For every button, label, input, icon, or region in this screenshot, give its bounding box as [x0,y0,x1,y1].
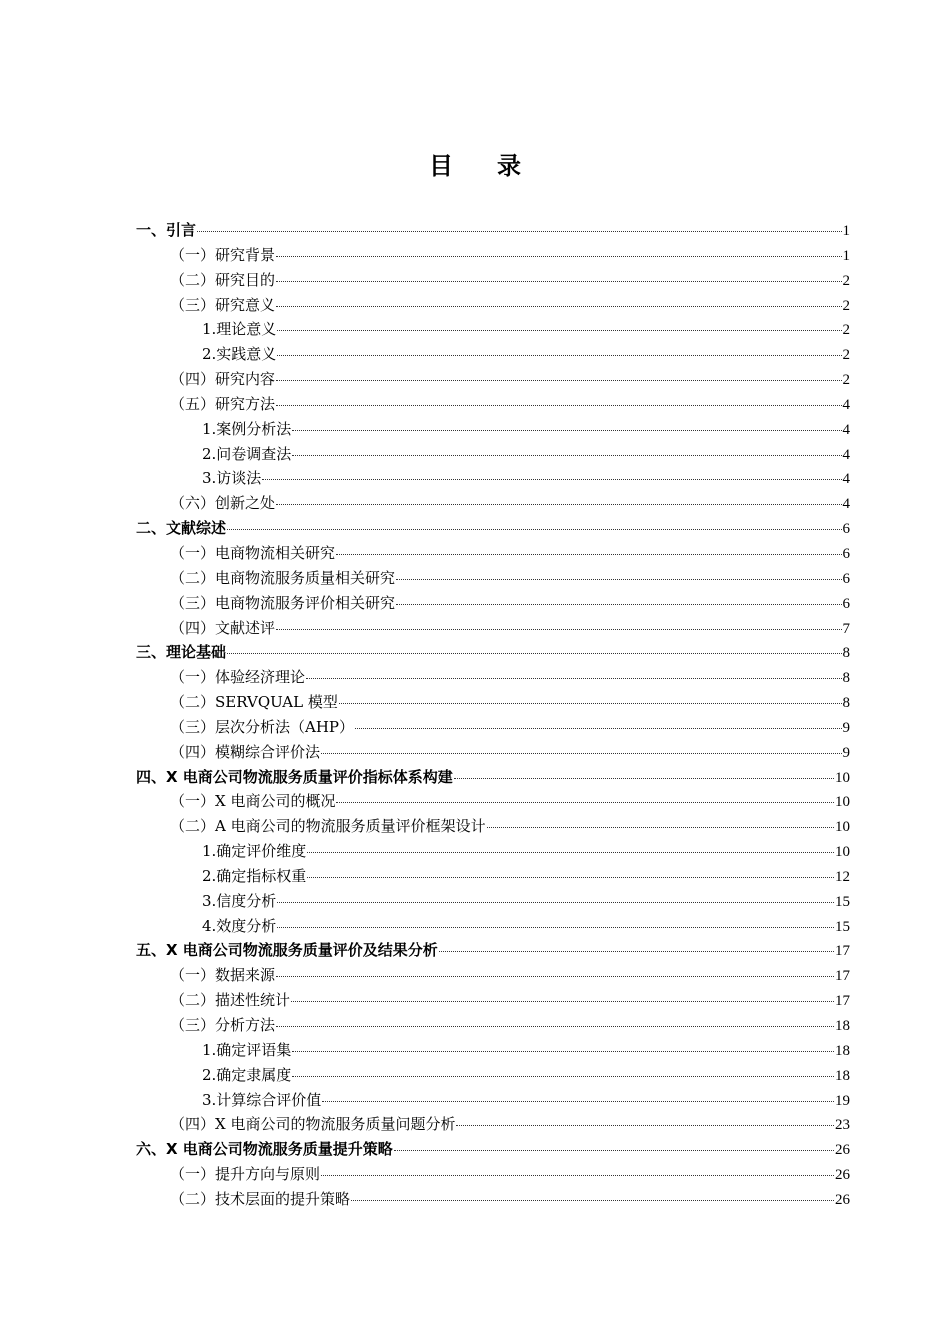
toc-page-number: 15 [835,918,850,935]
toc-chapter-entry[interactable] [136,516,850,541]
toc-entry-label: （二）技术层面的提升策略 [170,1189,351,1208]
toc-page-number: 2 [842,347,850,364]
toc-section-entry[interactable] [136,491,850,516]
toc-section-entry[interactable] [136,1187,850,1212]
toc-entry-label: 二、文献综述 [136,519,227,538]
toc-page-number: 2 [842,372,850,389]
dot-leader [277,902,834,903]
toc-page-number: 8 [842,645,850,662]
dot-leader [292,430,841,431]
toc-page-number: 23 [835,1117,850,1134]
dot-leader [394,1150,834,1151]
toc-entry-label: （三）层次分析法（AHP） [170,717,355,736]
toc-subsection-entry[interactable] [136,442,850,467]
dot-leader [276,405,841,406]
toc-entry-label: （二）A 电商公司的物流服务质量评价框架设计 [170,817,486,836]
toc-section-entry[interactable] [136,1013,850,1038]
toc-section-entry[interactable] [136,392,850,417]
toc-subsection-entry[interactable] [136,864,850,889]
dot-leader [439,951,834,952]
dot-leader [227,529,841,530]
toc-section-entry[interactable] [136,988,850,1013]
toc-entry-label: 五、X 电商公司物流服务质量评价及结果分析 [136,941,438,960]
dot-leader [454,778,834,779]
dot-leader [276,380,841,381]
dot-leader [396,579,841,580]
dot-leader [291,1001,834,1002]
dot-leader [396,604,841,605]
toc-subsection-entry[interactable] [136,839,850,864]
toc-section-entry[interactable] [136,591,850,616]
toc-entry-label: （二）电商物流服务质量相关研究 [170,568,396,587]
toc-entry-label: 2.确定隶属度 [202,1065,292,1084]
toc-entry-label: 1.理论意义 [202,320,277,339]
toc-page-number: 4 [842,421,850,438]
toc-subsection-entry[interactable] [136,466,850,491]
toc-chapter-entry[interactable] [136,938,850,963]
toc-page-number: 12 [835,868,850,885]
toc-entry-label: （六）创新之处 [170,494,276,513]
dot-leader [339,703,842,704]
toc-section-entry[interactable] [136,243,850,268]
dot-leader [276,281,841,282]
dot-leader [336,802,834,803]
toc-chapter-entry[interactable] [136,765,850,790]
dot-leader [456,1125,834,1126]
toc-page-number: 2 [842,297,850,314]
dot-leader [276,306,841,307]
toc-entry-label: （一）研究背景 [170,245,276,264]
dot-leader [307,877,834,878]
toc-entry-label: 2.问卷调查法 [202,444,292,463]
toc-section-entry[interactable] [136,293,850,318]
dot-leader [292,1076,834,1077]
toc-section-entry[interactable] [136,367,850,392]
dot-leader [355,728,841,729]
toc-entry-label: （一）X 电商公司的概况 [170,792,336,811]
dot-leader [307,852,834,853]
toc-page-number: 7 [842,620,850,637]
toc-entry-label: （五）研究方法 [170,394,276,413]
toc-subsection-entry[interactable] [136,889,850,914]
toc-page-number: 8 [842,670,850,687]
dot-leader [276,629,841,630]
table-of-contents [136,218,850,1212]
toc-page-number: 2 [842,272,850,289]
toc-entry-label: （四）X 电商公司的物流服务质量问题分析 [170,1115,456,1134]
toc-entry-label: 3.访谈法 [202,469,262,488]
dot-leader [276,1026,834,1027]
toc-entry-label: 四、X 电商公司物流服务质量评价指标体系构建 [136,767,453,786]
toc-entry-label: （二）描述性统计 [170,991,291,1010]
toc-subsection-entry[interactable] [136,1063,850,1088]
toc-section-entry[interactable] [136,1112,850,1137]
toc-page-number: 6 [842,570,850,587]
toc-entry-label: （三）研究意义 [170,295,276,314]
toc-page-number: 15 [835,893,850,910]
toc-entry-label: （一）提升方向与原则 [170,1165,321,1184]
toc-section-entry[interactable] [136,814,850,839]
toc-entry-label: 1.确定评语集 [202,1040,292,1059]
dot-leader [351,1200,834,1201]
toc-page-number: 17 [835,943,850,960]
toc-page-number: 1 [842,247,850,264]
dot-leader [292,455,841,456]
toc-section-entry[interactable] [136,541,850,566]
toc-subsection-entry[interactable] [136,342,850,367]
toc-entry-label: 4.效度分析 [202,916,277,935]
dot-leader [276,976,834,977]
toc-section-entry[interactable] [136,665,850,690]
toc-page-number: 8 [842,695,850,712]
dot-leader [322,1101,834,1102]
toc-chapter-entry[interactable] [136,218,850,243]
toc-page-number: 4 [842,496,850,513]
dot-leader [227,653,841,654]
toc-page-number: 10 [835,819,850,836]
dot-leader [321,1175,834,1176]
toc-page-number: 6 [842,595,850,612]
toc-page-number: 10 [835,794,850,811]
toc-page-number: 26 [835,1191,850,1208]
toc-entry-label: （一）数据来源 [170,966,276,985]
dot-leader [197,231,841,232]
toc-page-number: 4 [842,446,850,463]
toc-section-entry[interactable] [136,690,850,715]
toc-subsection-entry[interactable] [136,317,850,342]
toc-page-number: 18 [835,1042,850,1059]
toc-section-entry[interactable] [136,566,850,591]
dot-leader [487,827,834,828]
toc-entry-label: 六、X 电商公司物流服务质量提升策略 [136,1140,393,1159]
toc-section-entry[interactable] [136,268,850,293]
toc-section-entry[interactable] [136,715,850,740]
toc-page-number: 26 [835,1142,850,1159]
toc-page-number: 6 [842,521,850,538]
toc-entry-label: 三、理论基础 [136,643,227,662]
toc-entry-label: 一、引言 [136,221,197,239]
toc-entry-label: 1.案例分析法 [202,419,292,438]
toc-entry-label: （二）研究目的 [170,270,276,289]
toc-section-entry[interactable] [136,1162,850,1187]
toc-page-number: 18 [835,1018,850,1034]
toc-chapter-entry[interactable] [136,640,850,665]
toc-subsection-entry[interactable] [136,417,850,442]
toc-entry-label: （三）分析方法 [170,1016,276,1034]
dot-leader [262,479,841,480]
toc-section-entry[interactable] [136,963,850,988]
toc-entry-label: 2.确定指标权重 [202,866,307,885]
dot-leader [276,256,841,257]
toc-title: 目录 [429,152,565,180]
toc-section-entry[interactable] [136,740,850,765]
toc-page-number: 4 [842,396,850,413]
toc-page-number: 10 [835,769,850,786]
toc-entry-label: （二）SERVQUAL 模型 [170,693,338,712]
toc-page-number: 17 [835,968,850,985]
toc-entry-label: （四）研究内容 [170,370,276,389]
toc-page-number: 9 [842,719,850,736]
toc-chapter-entry[interactable] [136,1137,850,1162]
toc-subsection-entry[interactable] [136,914,850,939]
toc-page-number: 10 [835,844,850,861]
toc-subsection-entry[interactable] [136,1088,850,1113]
toc-section-entry[interactable] [136,789,850,814]
toc-entry-label: 3.计算综合评价值 [202,1090,322,1109]
dot-leader [277,355,841,356]
toc-page-number: 4 [842,471,850,488]
toc-page-number: 26 [835,1167,850,1184]
toc-entry-label: （四）文献述评 [170,618,276,637]
toc-entry-label: （四）模糊综合评价法 [170,742,321,761]
dot-leader [306,678,841,679]
toc-subsection-entry[interactable] [136,1038,850,1063]
toc-section-entry[interactable] [136,616,850,641]
toc-entry-label: （三）电商物流服务评价相关研究 [170,593,396,612]
toc-page-number: 1 [842,223,850,239]
toc-page-number: 9 [842,744,850,761]
dot-leader [292,1051,834,1052]
toc-entry-label: 2.实践意义 [202,345,277,364]
dot-leader [277,927,834,928]
dot-leader [277,330,841,331]
toc-page-number: 18 [835,1067,850,1084]
toc-page-number: 19 [835,1092,850,1109]
dot-leader [276,504,841,505]
toc-page-number: 6 [842,545,850,562]
toc-page-number: 17 [835,993,850,1010]
toc-page-number: 2 [842,322,850,339]
toc-entry-label: （一）电商物流相关研究 [170,543,336,562]
toc-entry-label: 1.确定评价维度 [202,842,307,861]
dot-leader [321,753,841,754]
toc-entry-label: （一）体验经济理论 [170,668,306,687]
dot-leader [336,554,841,555]
toc-entry-label: 3.信度分析 [202,891,277,910]
